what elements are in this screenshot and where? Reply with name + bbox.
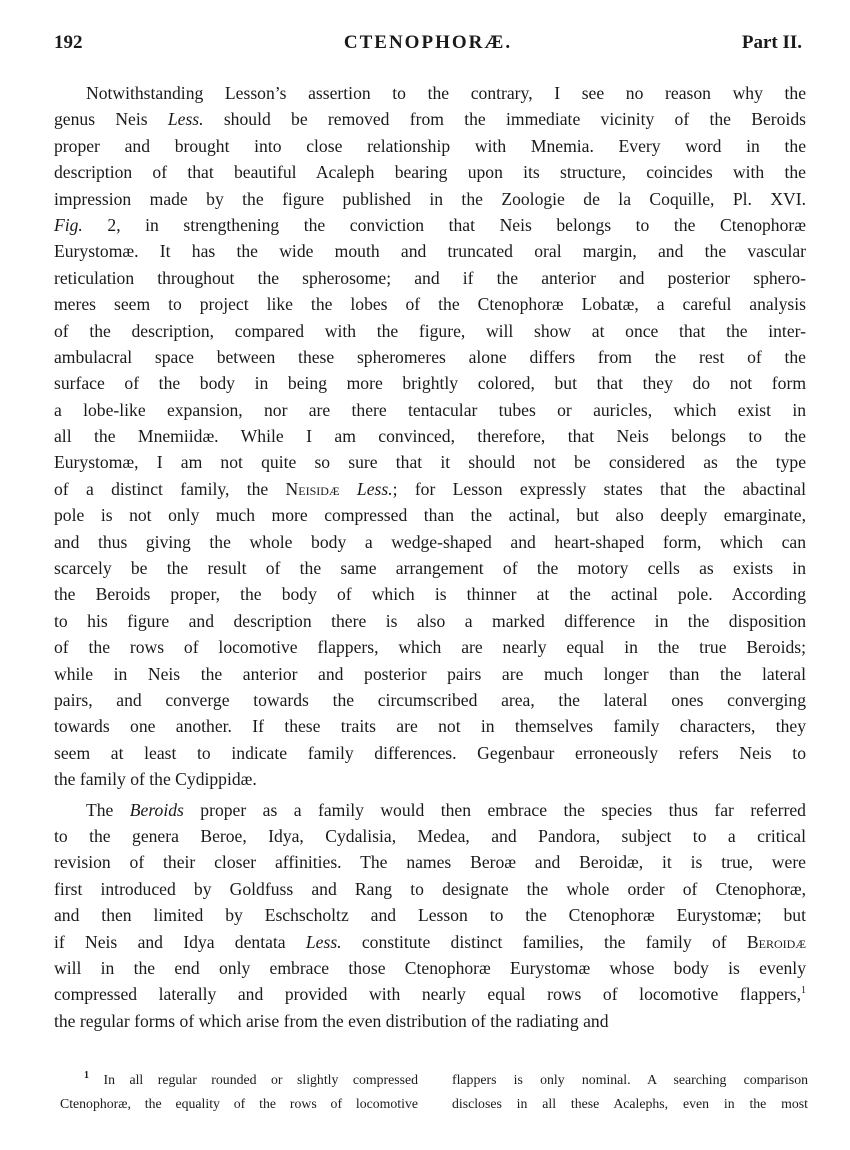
text-line: towards one another. If these traits are not in themselves family characters, they — [54, 716, 806, 737]
text-line: The Beroids proper as a family would then embrace the species thus far referred — [86, 799, 806, 820]
text-line: surface of the body in being more brightly colored, but that they do not form — [54, 373, 806, 394]
text-line: seem at least to indicate family differences. Gegenbaur erroneously refers Neis to — [54, 742, 806, 763]
text-line: all the Mnemiidæ. While I am convinced, therefore, that Neis belongs to the — [54, 426, 806, 447]
text-line: description of that beautiful Acaleph bearing upon its structure, coincides with the — [54, 162, 806, 183]
italic-text: Less. — [356, 478, 393, 499]
page-title: CTENOPHORÆ. — [343, 32, 513, 53]
small-caps-text: Beroidæ — [746, 931, 806, 952]
text-line: and thus giving the whole body a wedge-shaped and heart-shaped form, which can — [54, 531, 806, 552]
text-line: while in Neis the anterior and posterior pairs are much longer than the lateral — [54, 663, 806, 684]
footnote-line: discloses in all these Acalephs, even in the most — [452, 1096, 808, 1111]
italic-text: Less. — [167, 109, 204, 130]
text-line: reticulation throughout the spherosome; and if the anterior and posterior sphero- — [54, 267, 806, 288]
text-line: ambulacral space between these spheromeres alone differs from the rest of the — [54, 346, 806, 367]
text-line: meres seem to project like the lobes of the Ctenophoræ Lobatæ, a careful analysis — [54, 294, 806, 315]
text-line: Eurystomæ, I am not quite so sure that it should not be considered as the type — [54, 452, 806, 473]
footnote-marker: 1 — [84, 1070, 89, 1081]
text-line: Fig. 2, in strengthening the conviction that Neis belongs to the Ctenophoræ — [54, 214, 806, 235]
part-label: Part II. — [741, 32, 802, 53]
italic-text: Fig. — [54, 214, 83, 235]
footnote-line: flappers is only nominal. A searching comparison — [452, 1072, 808, 1087]
paragraph — [54, 80, 806, 793]
text-line: and then limited by Eschscholtz and Lesson to the Ctenophoræ Eurystomæ; but — [54, 905, 806, 926]
text-line: to the genera Beroe, Idya, Cydalisia, Medea, and Pandora, subject to a critical — [54, 825, 806, 846]
text-line: compressed laterally and provided with nearly equal rows of locomotive flappers,$^1$ — [54, 984, 806, 1005]
text-line: if Neis and Idya dentata Less. constitute distinct families, the family of Beroidæ — [54, 931, 806, 952]
text-line: to his figure and description there is also a marked difference in the disposition — [54, 610, 806, 631]
text-line: impression made by the figure published in the Zoologie de la Coquille, Pl. XVI. — [54, 188, 806, 209]
text-line: Notwithstanding Lesson’s assertion to the contrary, I see no reason why the — [86, 83, 806, 103]
text-line: of the description, compared with the figure, will show at once that the inter- — [54, 320, 806, 341]
text-line: of the rows of locomotive flappers, which are nearly equal in the true Beroids; — [54, 637, 806, 658]
text-line: pairs, and converge towards the circumscribed area, the lateral ones converging — [54, 689, 806, 710]
footnote-column-right — [452, 1068, 808, 1116]
text-line: genus Neis Less. should be removed from the immediate vicinity of the Beroids — [54, 109, 806, 130]
main-text — [54, 80, 806, 1034]
text-line: proper and brought into close relationship with Mnemia. Every word in the — [54, 135, 806, 156]
paragraph — [54, 797, 806, 1035]
footnote-line: Ctenophoræ, the equality of the rows of locomotive — [60, 1096, 418, 1111]
text-line: the family of the Cydippidæ. — [54, 769, 257, 790]
text-line: a lobe-like expansion, nor are there tentacular tubes or auricles, which exist in — [54, 399, 806, 420]
footnote-line: $^1$ In all regular rounded or slightly compressed — [84, 1070, 419, 1087]
page-number: 192 — [54, 32, 83, 53]
italic-text: Beroids — [129, 799, 184, 820]
text-line: will in the end only embrace those Ctenophoræ Eurystomæ whose body is evenly — [54, 957, 806, 978]
text-line: Eurystomæ. It has the wide mouth and truncated oral margin, and the vascular — [54, 241, 806, 262]
small-caps-text: Neisidæ — [285, 478, 340, 499]
text-line: the regular forms of which arise from the even distribution of the radiating and — [54, 1010, 609, 1031]
footnote-column-left — [60, 1068, 418, 1116]
text-line: pole is not only much more compressed than the actinal, but also deeply emarginate, — [54, 505, 806, 526]
text-line: of a distinct family, the Neisidæ Less.; for Lesson expressly states that the abactinal — [54, 478, 806, 499]
running-header — [54, 32, 802, 62]
footnote-reference: 1 — [801, 985, 806, 997]
text-line: scarcely be the result of the same arrangement of the motory cells as exists in — [54, 558, 806, 579]
italic-text: Less. — [305, 931, 342, 952]
text-line: the Beroids proper, the body of which is thinner at the actinal pole. According — [54, 584, 806, 605]
text-line: revision of their closer affinities. The names Beroæ and Beroidæ, it is true, were — [54, 852, 806, 873]
text-line: first introduced by Goldfuss and Rang to designate the whole order of Ctenophoræ, — [54, 878, 806, 899]
